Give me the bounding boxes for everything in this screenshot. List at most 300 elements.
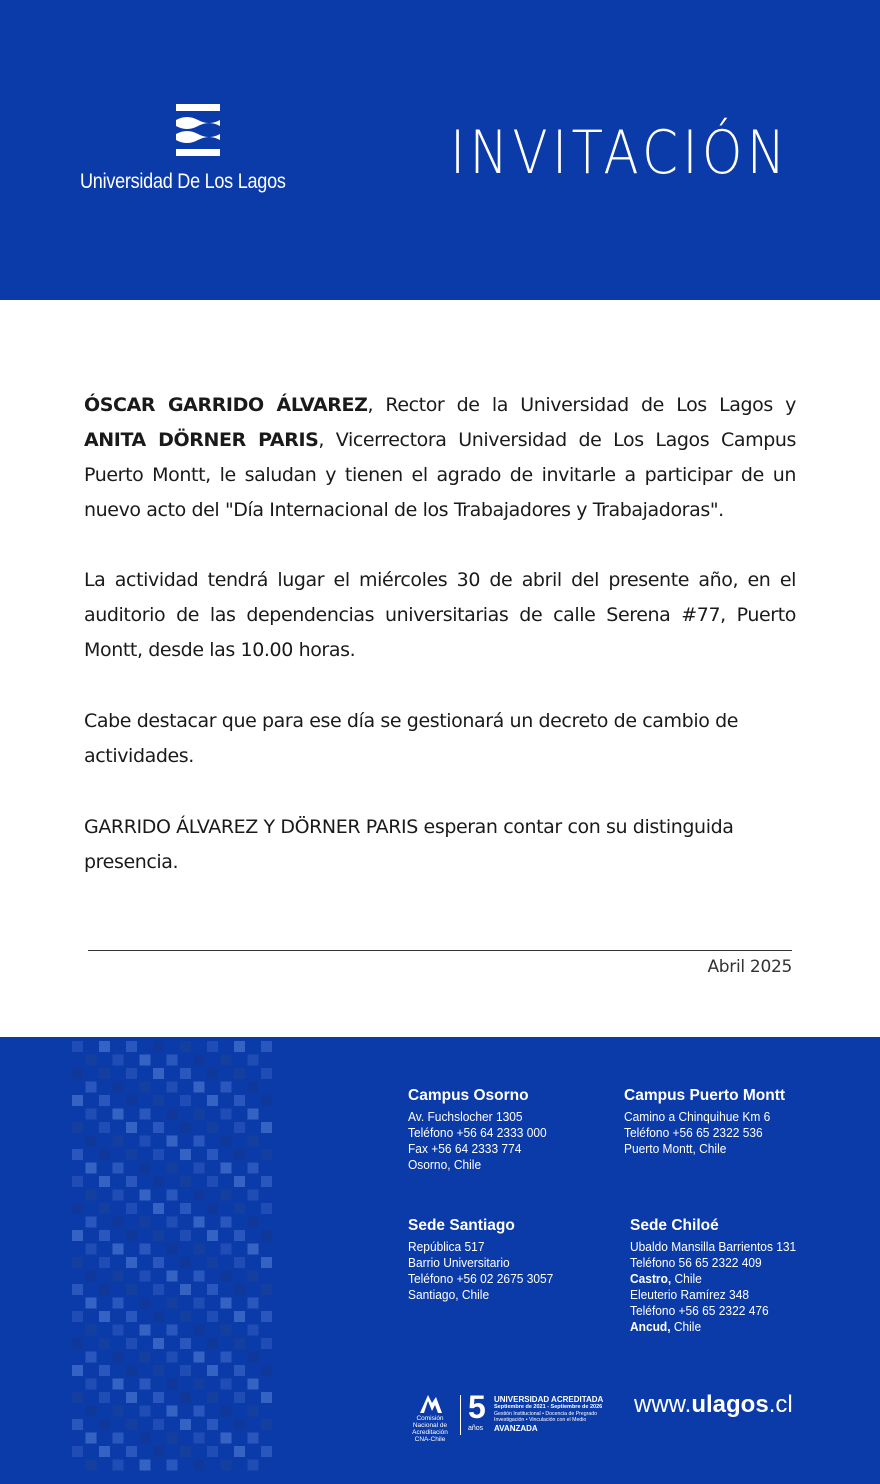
pattern-square (180, 1176, 191, 1187)
campus-name: Sede Santiago (408, 1217, 515, 1234)
pattern-square (113, 1325, 124, 1336)
campus-city: Osorno, Chile (408, 1157, 482, 1172)
pattern-square (234, 1338, 245, 1349)
pattern-square (261, 1338, 272, 1349)
pattern-square (140, 1136, 151, 1147)
pattern-square (180, 1203, 191, 1214)
pattern-square (140, 1163, 151, 1174)
pattern-square (248, 1055, 259, 1066)
pattern-square (72, 1338, 83, 1349)
pattern-square (207, 1149, 218, 1160)
pattern-square (234, 1446, 245, 1457)
pattern-square (113, 1190, 124, 1201)
pattern-square (221, 1298, 232, 1309)
pattern-square (99, 1365, 110, 1376)
pattern-square (126, 1338, 137, 1349)
pattern-square (167, 1136, 178, 1147)
pattern-square (180, 1068, 191, 1079)
pattern-square (194, 1244, 205, 1255)
university-name: Universidad De Los Lagos (80, 170, 286, 193)
pattern-square (261, 1122, 272, 1133)
pattern-square (194, 1298, 205, 1309)
pattern-square (72, 1365, 83, 1376)
invitation-paragraph-1 (84, 388, 796, 528)
pattern-square (221, 1082, 232, 1093)
pattern-square (248, 1379, 259, 1390)
pattern-square (234, 1041, 245, 1052)
pattern-square (72, 1311, 83, 1322)
pattern-square (234, 1068, 245, 1079)
pattern-square (167, 1325, 178, 1336)
campus-address: Eleuterio Ramírez 348 (630, 1287, 749, 1302)
pattern-square (261, 1176, 272, 1187)
pattern-square (153, 1041, 164, 1052)
pattern-square (248, 1109, 259, 1120)
pattern-square (72, 1392, 83, 1403)
pattern-square (180, 1284, 191, 1295)
pattern-square (234, 1311, 245, 1322)
pattern-square (167, 1271, 178, 1282)
accreditation-areas: Gestión Institucional • Docencia de Pregrado (494, 1411, 598, 1417)
pattern-square (153, 1122, 164, 1133)
pattern-square (248, 1352, 259, 1363)
header-banner (0, 0, 880, 300)
pattern-square (99, 1284, 110, 1295)
pattern-square (180, 1041, 191, 1052)
pattern-square (113, 1406, 124, 1417)
cna-label: Comisión Nacional de Acreditación CNA-Chile (412, 1415, 448, 1443)
pattern-square (140, 1217, 151, 1228)
pattern-square (221, 1163, 232, 1174)
pattern-square (126, 1122, 137, 1133)
pattern-square (180, 1311, 191, 1322)
pattern-square (140, 1379, 151, 1390)
pattern-square (113, 1298, 124, 1309)
campus-phone: Teléfono +56 02 2675 3057 (408, 1271, 554, 1286)
pattern-square (86, 1379, 97, 1390)
website-prefix: www. (634, 1391, 692, 1418)
campus-osorno (408, 1087, 559, 1173)
pattern-square (153, 1230, 164, 1241)
invitation-paragraph-2: La actividad tendrá lugar el miércoles 30 de abril del presente año, en el auditorio de las dependencias universitarias de calle Serena #77, Puerto Montt, desde las 10.00 horas. (84, 569, 796, 661)
pattern-square (126, 1068, 137, 1079)
pattern-square (140, 1433, 151, 1444)
accreditation-level: AVANZADA (494, 1424, 538, 1433)
pattern-square (180, 1446, 191, 1457)
pattern-square (86, 1109, 97, 1120)
pattern-square (221, 1217, 232, 1228)
pattern-square (140, 1298, 151, 1309)
pattern-square (221, 1136, 232, 1147)
pattern-square (261, 1149, 272, 1160)
pattern-square (261, 1041, 272, 1052)
accreditation-badge (404, 1389, 604, 1443)
pattern-square (126, 1257, 137, 1268)
pattern-square (140, 1460, 151, 1471)
pattern-square (113, 1082, 124, 1093)
pattern-square (72, 1176, 83, 1187)
pattern-square (72, 1095, 83, 1106)
pattern-square (167, 1460, 178, 1471)
campus-city: Santiago, Chile (408, 1287, 490, 1302)
pattern-square (248, 1217, 259, 1228)
pattern-square (126, 1311, 137, 1322)
pattern-square (140, 1190, 151, 1201)
pattern-square (207, 1230, 218, 1241)
pattern-square (261, 1311, 272, 1322)
pattern-square (207, 1365, 218, 1376)
website-tld: .cl (768, 1391, 793, 1418)
pattern-square (221, 1379, 232, 1390)
accreditation-title: UNIVERSIDAD ACREDITADA (494, 1395, 604, 1404)
pattern-square (261, 1365, 272, 1376)
pattern-square (180, 1419, 191, 1430)
pattern-square (113, 1379, 124, 1390)
campus-city (630, 1271, 796, 1287)
pattern-square (126, 1284, 137, 1295)
pattern-square (99, 1041, 110, 1052)
pattern-square (99, 1203, 110, 1214)
sede-chiloe (630, 1217, 811, 1335)
pattern-square (180, 1365, 191, 1376)
pattern-square (207, 1257, 218, 1268)
pattern-square (261, 1068, 272, 1079)
pattern-square (248, 1190, 259, 1201)
pattern-square (207, 1392, 218, 1403)
pattern-square (126, 1203, 137, 1214)
pattern-square (221, 1406, 232, 1417)
pattern-square (234, 1284, 245, 1295)
pattern-square (207, 1068, 218, 1079)
pattern-square (234, 1365, 245, 1376)
pattern-square (221, 1460, 232, 1471)
pattern-square (86, 1082, 97, 1093)
pattern-square (72, 1419, 83, 1430)
pattern-square (126, 1365, 137, 1376)
pattern-square (248, 1460, 259, 1471)
pattern-square (167, 1163, 178, 1174)
pattern-square (248, 1271, 259, 1282)
pattern-square (167, 1406, 178, 1417)
pattern-square (194, 1190, 205, 1201)
footer (0, 1037, 880, 1484)
pattern-square (234, 1257, 245, 1268)
pattern-square (140, 1109, 151, 1120)
pattern-square (113, 1109, 124, 1120)
pattern-square (221, 1244, 232, 1255)
pattern-square (99, 1230, 110, 1241)
pattern-square (248, 1298, 259, 1309)
pattern-square (207, 1419, 218, 1430)
pattern-square (113, 1055, 124, 1066)
pattern-square (153, 1365, 164, 1376)
pattern-square (153, 1446, 164, 1457)
pattern-square (99, 1446, 110, 1457)
pattern-square (126, 1149, 137, 1160)
pattern-square (86, 1055, 97, 1066)
pattern-square (207, 1203, 218, 1214)
pattern-square (140, 1055, 151, 1066)
pattern-square (180, 1338, 191, 1349)
pattern-square (99, 1338, 110, 1349)
pattern-square (99, 1095, 110, 1106)
pattern-square (153, 1149, 164, 1160)
pattern-square (126, 1176, 137, 1187)
pattern-square (86, 1298, 97, 1309)
pattern-square (261, 1392, 272, 1403)
pattern-square (261, 1095, 272, 1106)
pattern-square (167, 1352, 178, 1363)
pattern-square (72, 1257, 83, 1268)
pattern-square (261, 1230, 272, 1241)
city-ancud: Ancud, (630, 1319, 671, 1334)
pattern-square (194, 1352, 205, 1363)
invitation-paragraph-3: Cabe destacar que para ese día se gestionará un decreto de cambio de actividades. (84, 710, 739, 767)
pattern-square (126, 1230, 137, 1241)
square-pattern-decoration (72, 1041, 278, 1484)
pattern-square (86, 1271, 97, 1282)
pattern-square (207, 1122, 218, 1133)
pattern-square (194, 1433, 205, 1444)
pattern-square (140, 1271, 151, 1282)
invitation-paragraph-4: GARRIDO ÁLVAREZ Y DÖRNER PARIS esperan contar con su distinguida presencia. (84, 816, 734, 873)
website-link[interactable] (634, 1391, 793, 1419)
pattern-square (153, 1176, 164, 1187)
campus-city (630, 1319, 796, 1335)
pattern-square (86, 1244, 97, 1255)
pattern-square (207, 1338, 218, 1349)
pattern-square (180, 1230, 191, 1241)
pattern-square (248, 1433, 259, 1444)
pattern-square (140, 1244, 151, 1255)
pattern-square (248, 1082, 259, 1093)
pattern-square (167, 1217, 178, 1228)
country: Chile (671, 1271, 702, 1286)
pattern-square (180, 1257, 191, 1268)
website-domain: ulagos (691, 1391, 769, 1418)
vicerrectora-name: ANITA DÖRNER PARIS (84, 429, 319, 451)
pattern-square (207, 1176, 218, 1187)
pattern-square (261, 1446, 272, 1457)
pattern-square (221, 1325, 232, 1336)
pattern-square (167, 1082, 178, 1093)
pattern-square (126, 1095, 137, 1106)
pattern-square (86, 1217, 97, 1228)
pattern-square (99, 1311, 110, 1322)
pattern-square (99, 1149, 110, 1160)
pattern-square (153, 1419, 164, 1430)
pattern-square (180, 1095, 191, 1106)
campus-address: Av. Fuchslocher 1305 (408, 1109, 523, 1124)
accreditation-years-label: años (468, 1425, 484, 1432)
pattern-square (86, 1352, 97, 1363)
pattern-square (99, 1257, 110, 1268)
pattern-square (167, 1055, 178, 1066)
pattern-square (140, 1352, 151, 1363)
pattern-square (99, 1392, 110, 1403)
pattern-square (140, 1082, 151, 1093)
city-castro: Castro, (630, 1271, 672, 1286)
paragraph-1-text-b: , Vicerrectora Universidad de Los Lagos Campus Puerto Montt, le saludan y tienen el agrado de invitarle a participar de un nuevo acto del "Día Internacional de los Trabajadores y Trabajadoras". (84, 429, 796, 521)
pattern-square (99, 1419, 110, 1430)
pattern-square (261, 1419, 272, 1430)
pattern-square (86, 1190, 97, 1201)
cna-logo-icon (418, 1393, 444, 1415)
pattern-square (153, 1203, 164, 1214)
pattern-square (248, 1244, 259, 1255)
pattern-square (261, 1284, 272, 1295)
pattern-square (194, 1109, 205, 1120)
pattern-square (113, 1433, 124, 1444)
pattern-square (221, 1352, 232, 1363)
pattern-square (248, 1163, 259, 1174)
campus-district: Barrio Universitario (408, 1255, 510, 1270)
country: Chile (670, 1319, 702, 1334)
campus-name: Sede Chiloé (630, 1217, 719, 1234)
pattern-square (99, 1176, 110, 1187)
pattern-square (194, 1271, 205, 1282)
campus-address: República 517 (408, 1239, 485, 1254)
page-title: INVITACIÓN (450, 118, 790, 188)
pattern-square (113, 1271, 124, 1282)
pattern-square (167, 1109, 178, 1120)
pattern-square (221, 1271, 232, 1282)
pattern-square (86, 1136, 97, 1147)
pattern-square (207, 1041, 218, 1052)
pattern-square (72, 1149, 83, 1160)
pattern-square (153, 1095, 164, 1106)
campus-city: Puerto Montt, Chile (624, 1141, 727, 1156)
pattern-square (113, 1460, 124, 1471)
campus-name: Campus Osorno (408, 1087, 529, 1104)
pattern-square (234, 1122, 245, 1133)
pattern-square (167, 1190, 178, 1201)
pattern-square (234, 1149, 245, 1160)
pattern-square (86, 1163, 97, 1174)
pattern-square (180, 1149, 191, 1160)
pattern-square (234, 1095, 245, 1106)
campus-address: Camino a Chinquihue Km 6 (624, 1109, 771, 1124)
pattern-square (194, 1082, 205, 1093)
pattern-square (194, 1055, 205, 1066)
pattern-square (72, 1203, 83, 1214)
pattern-square (221, 1109, 232, 1120)
campus-puerto-montt (624, 1087, 785, 1157)
campus-phone: Teléfono +56 65 2322 536 (624, 1125, 763, 1140)
campus-phone: Teléfono +56 65 2322 476 (630, 1303, 769, 1318)
sede-santiago (408, 1217, 566, 1303)
pattern-square (261, 1203, 272, 1214)
pattern-square (72, 1122, 83, 1133)
pattern-square (72, 1041, 83, 1052)
university-logo-icon (176, 104, 220, 158)
campus-phone: Teléfono +56 64 2333 000 (408, 1125, 547, 1140)
pattern-square (113, 1163, 124, 1174)
pattern-square (221, 1433, 232, 1444)
campus-fax: Fax +56 64 2333 774 (408, 1141, 522, 1156)
pattern-square (261, 1257, 272, 1268)
pattern-square (180, 1392, 191, 1403)
pattern-square (113, 1217, 124, 1228)
divider (88, 950, 792, 951)
paragraph-1-text-a: , Rector de la Universidad de Los Lagos y (367, 394, 797, 416)
pattern-square (180, 1122, 191, 1133)
campus-phone: Teléfono 56 65 2322 409 (630, 1255, 762, 1270)
pattern-square (167, 1379, 178, 1390)
pattern-square (113, 1244, 124, 1255)
pattern-square (167, 1433, 178, 1444)
pattern-square (72, 1446, 83, 1457)
rector-name: ÓSCAR GARRIDO ÁLVAREZ (84, 394, 368, 416)
pattern-square (234, 1419, 245, 1430)
pattern-square (140, 1406, 151, 1417)
pattern-square (86, 1406, 97, 1417)
pattern-square (194, 1136, 205, 1147)
accreditation-years: 5 (468, 1389, 486, 1425)
pattern-square (153, 1311, 164, 1322)
pattern-square (194, 1163, 205, 1174)
pattern-square (99, 1068, 110, 1079)
accreditation-areas: Investigación • Vinculación con el Medio (494, 1417, 587, 1423)
pattern-square (140, 1325, 151, 1336)
pattern-square (72, 1284, 83, 1295)
pattern-square (99, 1122, 110, 1133)
pattern-square (194, 1325, 205, 1336)
pattern-square (194, 1406, 205, 1417)
pattern-square (126, 1446, 137, 1457)
accreditation-dates: Septiembre de 2021 - Septiembre de 2026 (494, 1404, 603, 1410)
pattern-square (167, 1298, 178, 1309)
pattern-square (207, 1284, 218, 1295)
pattern-square (126, 1419, 137, 1430)
pattern-square (207, 1095, 218, 1106)
pattern-square (234, 1392, 245, 1403)
pattern-square (153, 1338, 164, 1349)
pattern-square (153, 1392, 164, 1403)
pattern-square (194, 1460, 205, 1471)
pattern-square (194, 1379, 205, 1390)
pattern-square (221, 1055, 232, 1066)
pattern-square (194, 1217, 205, 1228)
pattern-square (86, 1460, 97, 1471)
pattern-square (221, 1190, 232, 1201)
pattern-square (248, 1325, 259, 1336)
accreditation-separator (460, 1395, 461, 1435)
pattern-square (153, 1284, 164, 1295)
pattern-square (234, 1230, 245, 1241)
pattern-square (234, 1203, 245, 1214)
pattern-square (86, 1433, 97, 1444)
pattern-square (167, 1244, 178, 1255)
campus-name: Campus Puerto Montt (624, 1087, 786, 1104)
pattern-square (153, 1068, 164, 1079)
document-date: Abril 2025 (707, 957, 792, 977)
pattern-square (113, 1352, 124, 1363)
pattern-square (126, 1041, 137, 1052)
pattern-square (234, 1176, 245, 1187)
pattern-square (72, 1068, 83, 1079)
pattern-square (207, 1446, 218, 1457)
campus-address: Ubaldo Mansilla Barrientos 131 (630, 1239, 797, 1254)
pattern-square (248, 1406, 259, 1417)
pattern-square (72, 1230, 83, 1241)
pattern-square (126, 1392, 137, 1403)
pattern-square (207, 1311, 218, 1322)
pattern-square (86, 1325, 97, 1336)
pattern-square (113, 1136, 124, 1147)
pattern-square (153, 1257, 164, 1268)
pattern-square (248, 1136, 259, 1147)
